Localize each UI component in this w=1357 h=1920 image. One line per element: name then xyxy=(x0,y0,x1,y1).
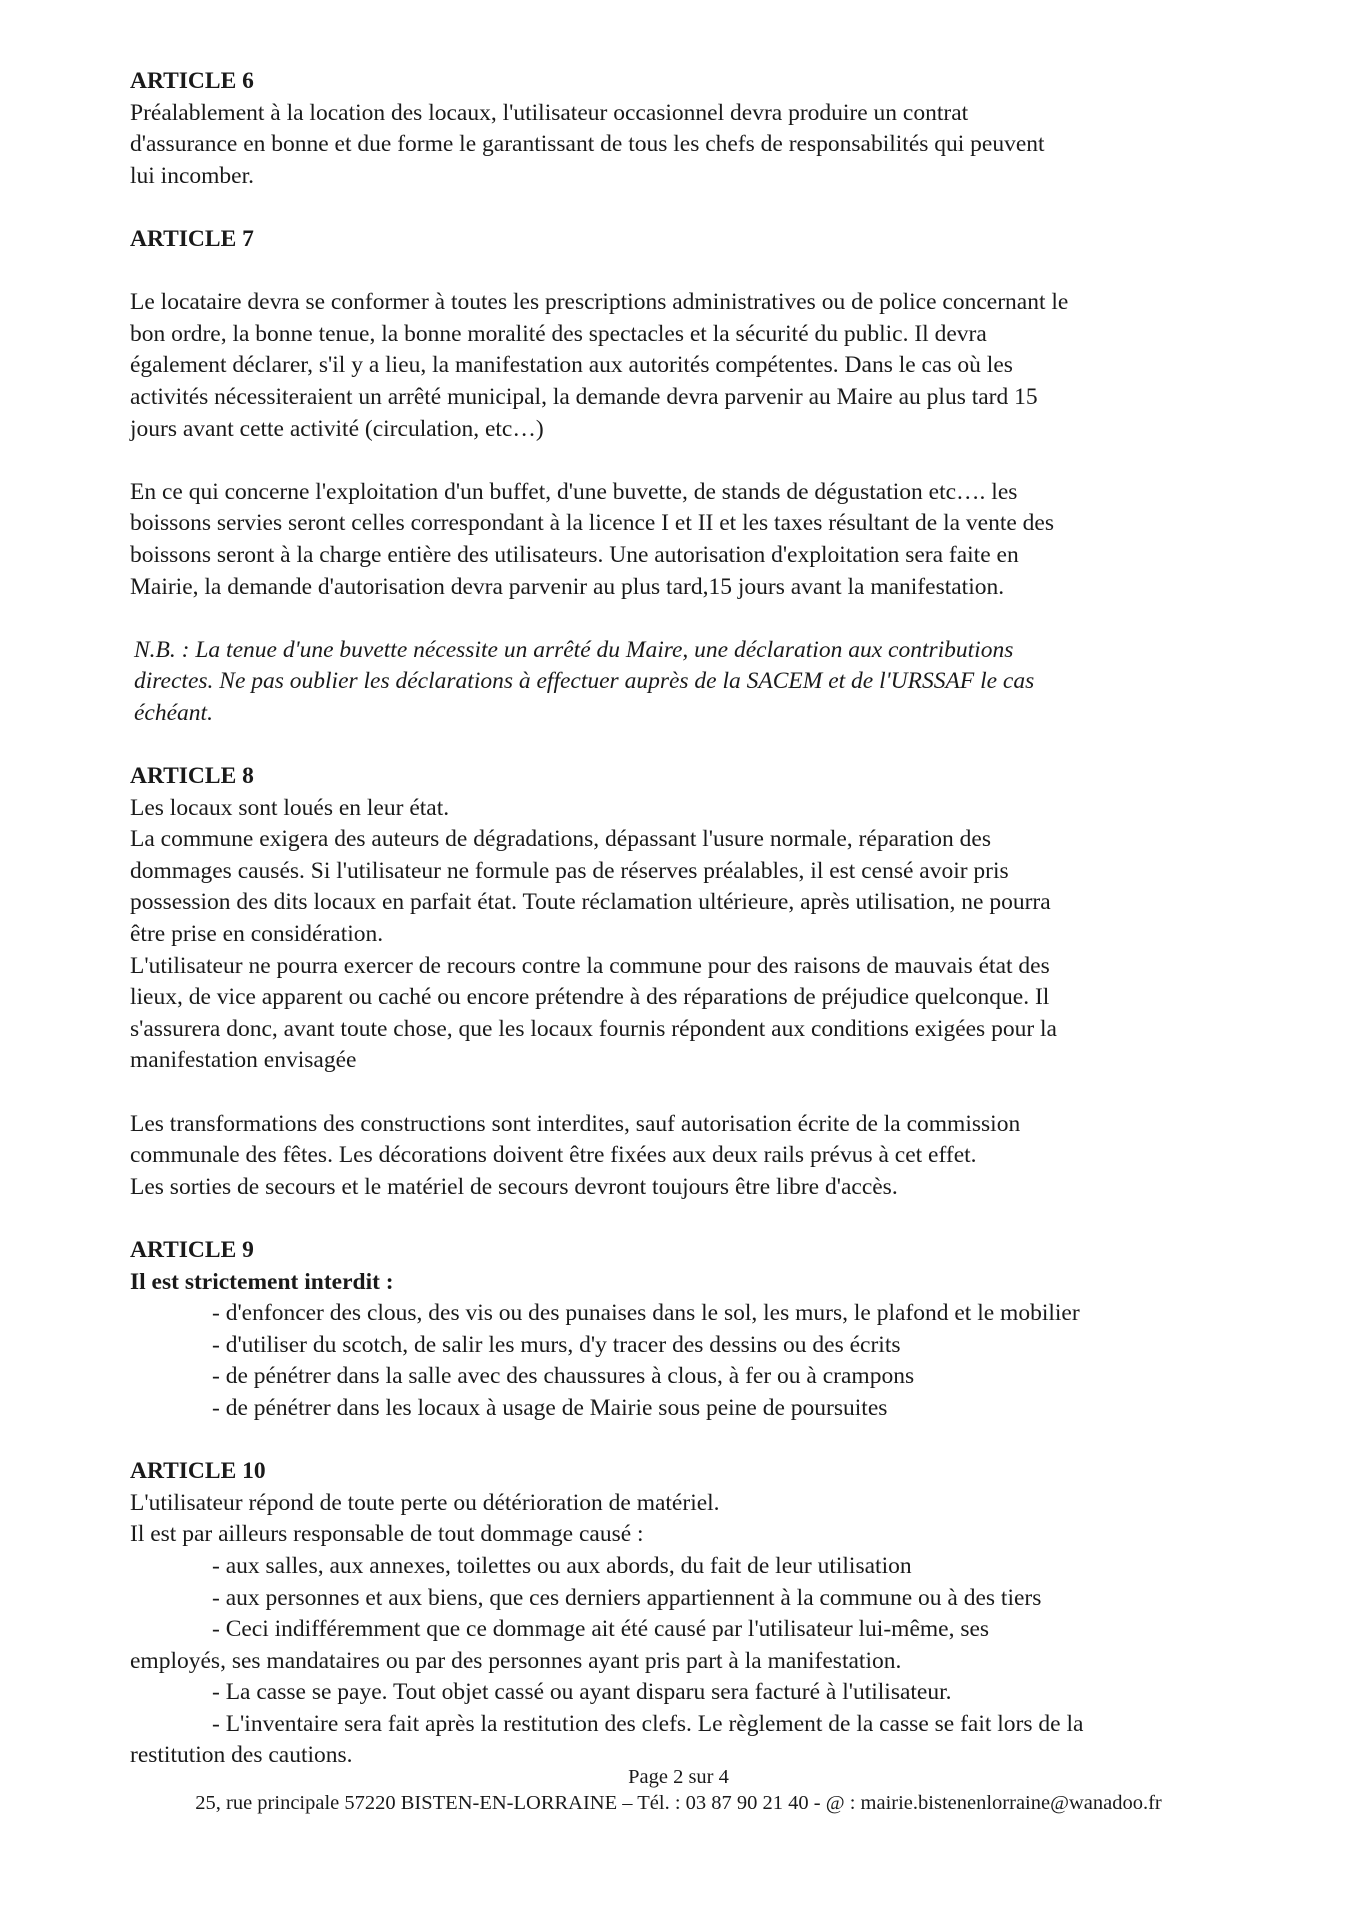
article-8-line: dommages causés. Si l'utilisateur ne formule pas de réserves préalables, il est censé avoir pris xyxy=(130,857,1009,884)
article-9-item: - de pénétrer dans la salle avec des chaussures à clous, à fer ou à crampons xyxy=(212,1363,915,1390)
article-6-line: Préalablement à la location des locaux, l'utilisateur occasionnel devra produire un contrat xyxy=(130,99,969,126)
article-10-item: - aux salles, aux annexes, toilettes ou aux abords, du fait de leur utilisation xyxy=(212,1552,912,1579)
article-10-item: - aux personnes et aux biens, que ces derniers appartiennent à la commune ou à des tiers xyxy=(212,1584,1042,1611)
article-8-line: La commune exigera des auteurs de dégradations, dépassant l'usure normale, réparation des xyxy=(130,826,992,853)
article-10-item: - Ceci indifféremment que ce dommage ait été causé par l'utilisateur lui-même, ses xyxy=(212,1616,990,1643)
article-10-line: restitution des cautions. xyxy=(130,1742,353,1769)
article-6-line: lui incomber. xyxy=(130,162,255,189)
article-10-line: L'utilisateur répond de toute perte ou détérioration de matériel. xyxy=(130,1489,720,1516)
article-8-title: ARTICLE 8 xyxy=(130,763,254,790)
article-8-line: Les locaux sont loués en leur état. xyxy=(130,794,450,821)
article-7-title: ARTICLE 7 xyxy=(130,225,254,252)
article-8-line: lieux, de vice apparent ou caché ou encore prétendre à des réparations de préjudice quelconque. Il xyxy=(130,984,1050,1011)
article-7-line: boissons seront à la charge entière des utilisateurs. Une autorisation d'exploitation sera faite en xyxy=(130,541,1019,568)
article-8-line: manifestation envisagée xyxy=(130,1047,357,1074)
article-6-line: d'assurance en bonne et due forme le garantissant de tous les chefs de responsabilités qui peuvent xyxy=(130,131,1045,158)
article-9-intro: Il est strictement interdit : xyxy=(130,1268,394,1295)
article-7-line: Le locataire devra se conformer à toutes les prescriptions administratives ou de police concernant le xyxy=(130,289,1069,316)
article-7-line: bon ordre, la bonne tenue, la bonne moralité des spectacles et la sécurité du public. Il devra xyxy=(130,320,987,347)
article-7-line: boissons servies seront celles correspondant à la licence I et II et les taxes résultant de la vente des xyxy=(130,510,1054,537)
article-7-line: jours avant cette activité (circulation, etc…) xyxy=(130,415,544,442)
article-10-item: - L'inventaire sera fait après la restitution des clefs. Le règlement de la casse se fait lors de la xyxy=(212,1710,1084,1737)
document-body xyxy=(130,66,1240,1772)
article-7-line: également déclarer, s'il y a lieu, la manifestation aux autorités compétentes. Dans le cas où les xyxy=(130,352,1013,379)
article-10-line: employés, ses mandataires ou par des personnes ayant pris part à la manifestation. xyxy=(130,1647,902,1674)
article-10-line: Il est par ailleurs responsable de tout dommage causé : xyxy=(130,1521,644,1548)
article-9-item: - d'utiliser du scotch, de salir les murs, d'y tracer des dessins ou des écrits xyxy=(212,1331,901,1358)
page-number: Page 2 sur 4 xyxy=(628,1766,729,1788)
article-7-line: activités nécessiteraient un arrêté municipal, la demande devra parvenir au Maire au plus tard 15 xyxy=(130,383,1038,410)
article-8-line: L'utilisateur ne pourra exercer de recours contre la commune pour des raisons de mauvais état des xyxy=(130,952,1050,979)
article-8-line: communale des fêtes. Les décorations doivent être fixées aux deux rails prévus à cet effet. xyxy=(130,1142,977,1169)
article-7-line: En ce qui concerne l'exploitation d'un buffet, d'une buvette, de stands de dégustation etc…. les xyxy=(130,478,1018,505)
article-10-title: ARTICLE 10 xyxy=(130,1458,266,1485)
article-7-line: Mairie, la demande d'autorisation devra parvenir au plus tard,15 jours avant la manifestation. xyxy=(130,573,1005,600)
article-8-line: possession des dits locaux en parfait état. Toute réclamation ultérieure, après utilisation, ne pourra xyxy=(130,889,1051,916)
article-10-item: - La casse se paye. Tout objet cassé ou ayant disparu sera facturé à l'utilisateur. xyxy=(212,1679,952,1706)
article-8-line: Les transformations des constructions sont interdites, sauf autorisation écrite de la commission xyxy=(130,1110,1021,1137)
article-8-line: s'assurera donc, avant toute chose, que les locaux fournis répondent aux conditions exigées pour la xyxy=(130,1015,1057,1042)
article-8-line: être prise en considération. xyxy=(130,921,384,948)
article-9-title: ARTICLE 9 xyxy=(130,1236,254,1263)
article-7-note-line: échéant. xyxy=(134,699,213,726)
article-9-item: - d'enfoncer des clous, des vis ou des punaises dans le sol, les murs, le plafond et le mobilier xyxy=(212,1300,1080,1327)
article-6-title: ARTICLE 6 xyxy=(130,68,254,94)
article-9-item: - de pénétrer dans les locaux à usage de Mairie sous peine de poursuites xyxy=(212,1394,888,1421)
article-8-line: Les sorties de secours et le matériel de secours devront toujours être libre d'accès. xyxy=(130,1173,898,1200)
article-7-note-line: N.B. : La tenue d'une buvette nécessite un arrêté du Maire, une déclaration aux contributions xyxy=(134,636,1014,663)
footer-address: 25, rue principale 57220 BISTEN-EN-LORRAINE – Tél. : 03 87 90 21 40 - @ : mairie.bistenenlorraine@wanadoo.fr xyxy=(195,1792,1162,1814)
article-7-note-line: directes. Ne pas oublier les déclarations à effectuer auprès de la SACEM et de l'URSSAF le cas xyxy=(134,668,1035,695)
